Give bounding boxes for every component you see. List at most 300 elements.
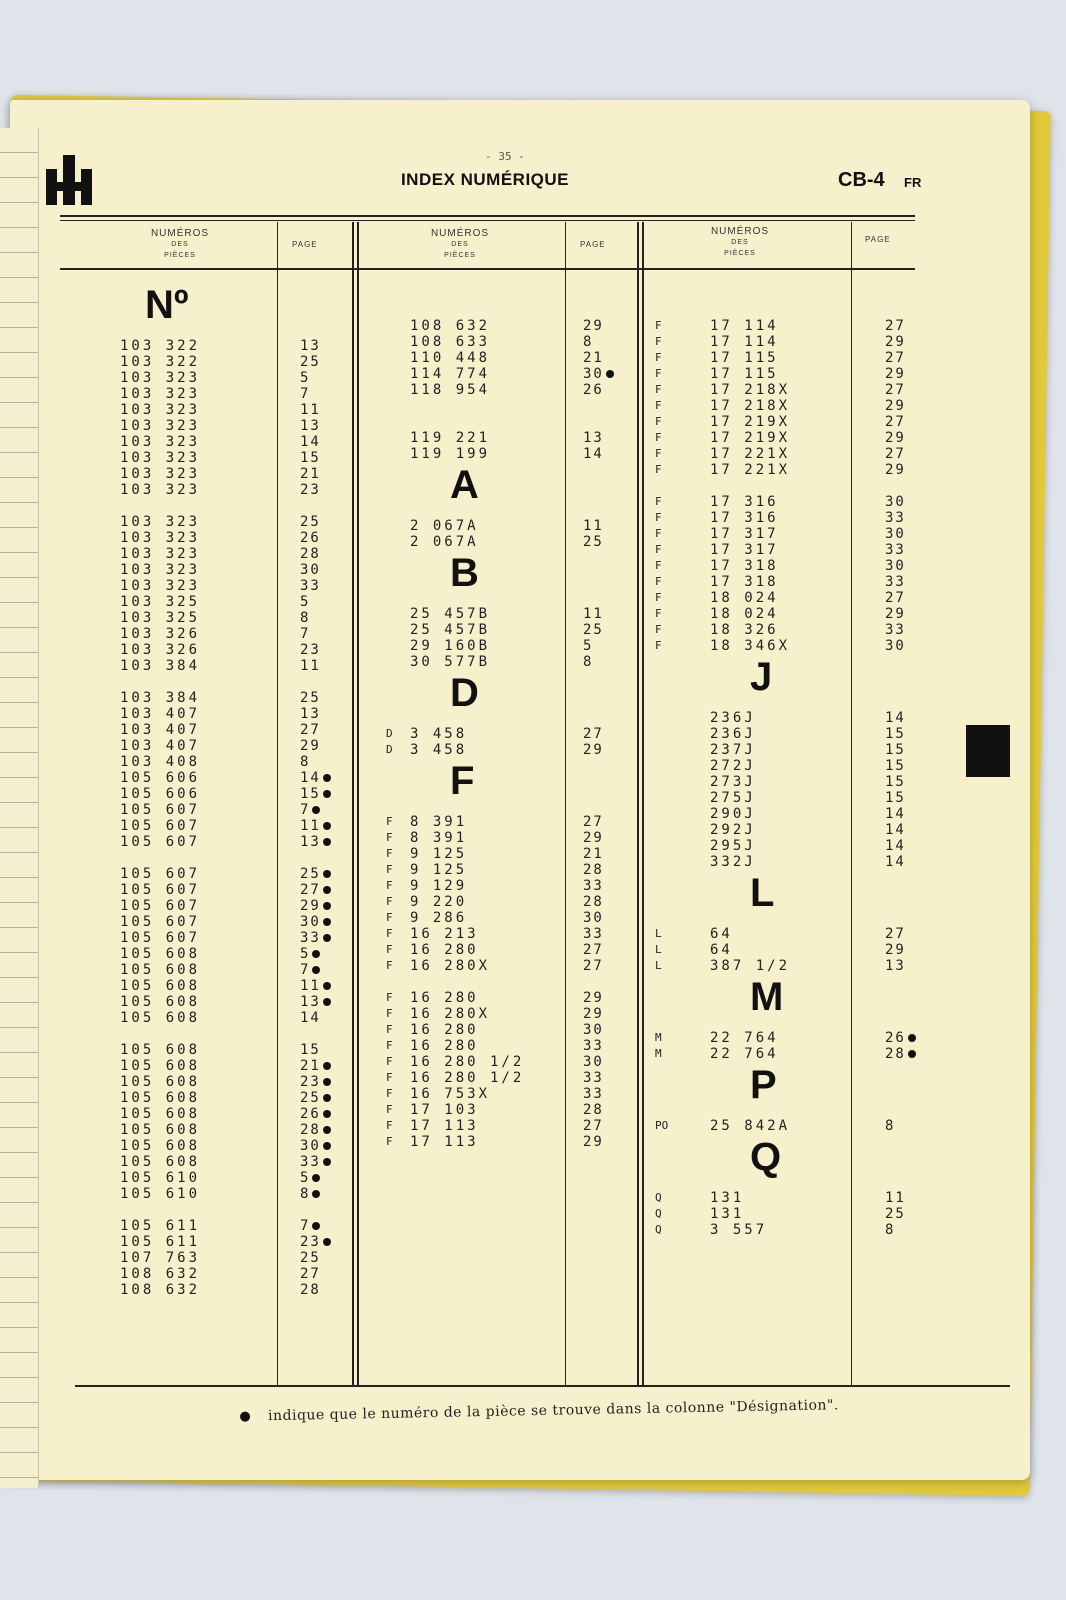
page-reference [885,1222,895,1238]
part-number: 16 280 [410,1022,479,1038]
part-number: 105 608 [120,1106,201,1122]
index-row [655,1046,915,1062]
index-row [655,838,915,854]
index-row [120,754,360,770]
part-number: 103 323 [120,546,201,562]
part-prefix: F [386,815,393,828]
row-spacer [120,498,360,514]
page-number-value: 29 [583,990,604,1006]
page-reference [583,654,593,670]
page-reference [583,534,604,550]
index-row [120,466,360,482]
page-reference [583,334,593,350]
part-prefix: F [386,1135,393,1148]
index-row [378,446,628,462]
part-number: 105 611 [120,1218,201,1234]
part-prefix: D [386,743,393,756]
part-number: 103 323 [120,578,201,594]
page-number-value: 28 [583,1102,604,1118]
page-number-value: 25 [300,690,321,706]
page-number-value: 27 [885,414,906,430]
page-number-value: 7 [300,802,311,818]
page-reference [885,1046,916,1062]
page-reference [583,366,614,382]
index-row [655,854,915,870]
page-reference [300,866,331,882]
designation-dot-icon [323,902,331,910]
designation-dot-icon [323,822,331,830]
part-number: 17 115 [710,350,779,366]
index-row [120,866,360,882]
header-rule-bottom [60,268,915,270]
part-number: 17 113 [410,1134,479,1150]
index-row [120,818,360,834]
page-number-value: 11 [583,606,604,622]
page-number-value: 29 [885,462,906,478]
part-number: 103 384 [120,658,201,674]
page-number-value: 14 [885,710,906,726]
part-number: 9 125 [410,846,468,862]
page-number-value: 14 [300,434,321,450]
part-number: 3 458 [410,742,468,758]
page-number-value: 27 [885,318,906,334]
index-row [120,882,360,898]
page-number-value: 25 [300,1250,321,1266]
part-prefix: F [655,351,662,364]
designation-dot-icon [323,1238,331,1246]
index-row [120,898,360,914]
index-row [120,962,360,978]
part-number: 17 114 [710,334,779,350]
page-number-value: 23 [300,642,321,658]
index-row [120,434,360,450]
part-prefix: F [655,415,662,428]
page-number-value: 30 [300,562,321,578]
page-reference [300,482,321,498]
part-number: 16 280 [410,942,479,958]
page-reference [583,942,604,958]
part-number: 64 [710,926,733,942]
index-row [655,590,915,606]
header-line-pieces: PIÈCES [724,250,756,257]
part-number: 108 633 [410,334,491,350]
index-row [655,958,915,974]
index-row [120,802,360,818]
row-spacer [378,398,628,414]
page-reference [885,926,906,942]
page-number-value: 28 [300,1282,321,1298]
index-row [655,1030,915,1046]
section-letter: M [750,975,784,1019]
index-row [120,1234,360,1250]
part-number: 105 608 [120,1074,201,1090]
index-row [120,1106,360,1122]
page-number-value: 33 [583,1086,604,1102]
page-number-value: 33 [300,578,321,594]
section-letter: D [450,671,479,715]
page-reference [300,1042,321,1058]
page-number-value: 8 [583,654,594,670]
part-number: 103 323 [120,402,201,418]
page-number-value: 25 [583,534,604,550]
page-number-value: 33 [583,1038,604,1054]
index-row [378,534,628,550]
page-reference [300,1250,321,1266]
index-row [120,1250,360,1266]
part-number: 17 114 [710,318,779,334]
index-row [120,738,360,754]
part-number: 103 323 [120,482,201,498]
index-row [378,1070,628,1086]
part-prefix: F [655,543,662,556]
page-reference [300,1186,320,1202]
page-number-value: 26 [583,382,604,398]
index-row [378,1134,628,1150]
part-prefix: F [655,559,662,572]
page-reference [583,350,604,366]
part-number: 103 323 [120,386,201,402]
page-number-value: 27 [583,958,604,974]
part-number: 17 221X [710,462,791,478]
index-row [120,642,360,658]
part-number: 22 764 [710,1030,779,1046]
page-number-value: 11 [300,978,321,994]
part-number: 272J [710,758,756,774]
table-bottom-rule [75,1385,1010,1387]
page-reference [300,1074,331,1090]
header-line-des: DES [171,241,189,248]
part-number: 3 557 [710,1222,768,1238]
page-reference [300,1154,331,1170]
part-number: 103 326 [120,626,201,642]
index-row [120,1058,360,1074]
page-number-value: 28 [885,1046,906,1062]
page-number-value: 26 [885,1030,906,1046]
part-number: 103 323 [120,418,201,434]
part-prefix: F [386,959,393,972]
index-row [120,482,360,498]
page-reference [300,994,331,1010]
page-number-value: 5 [300,370,311,386]
part-number: 17 218X [710,382,791,398]
part-number: 105 608 [120,1058,201,1074]
part-prefix: F [386,991,393,1004]
part-prefix: Q [655,1191,662,1204]
index-row [120,386,360,402]
row-spacer [378,414,628,430]
page-reference [583,1054,604,1070]
page-reference [885,366,906,382]
part-prefix: F [655,639,662,652]
page-number-value: 27 [885,446,906,462]
page-reference [583,958,604,974]
page-reference [583,1134,604,1150]
page-reference [300,418,321,434]
page-reference [885,382,906,398]
header-rule-top [60,215,915,217]
part-prefix: F [655,335,662,348]
index-row [378,910,628,926]
index-row [655,742,915,758]
page-reference [300,514,321,530]
index-row [378,366,628,382]
designation-dot-icon [323,1110,331,1118]
section-letter: F [450,759,475,803]
page-number-value: 30 [300,914,321,930]
part-number: 103 407 [120,722,201,738]
page-reference [583,846,604,862]
index-row [378,382,628,398]
page-reference [300,434,321,450]
page-number-value: 30 [583,1022,604,1038]
page-reference [300,1138,331,1154]
page-reference [583,830,604,846]
page-reference [300,546,321,562]
section-letter: A [450,463,479,507]
page-reference [300,562,321,578]
page-reference [300,786,331,802]
page-reference [583,878,604,894]
designation-dot-icon [323,1078,331,1086]
row-spacer [120,1202,360,1218]
page-reference [300,690,321,706]
part-prefix: F [655,527,662,540]
part-number: 103 323 [120,370,201,386]
page-reference [885,462,906,478]
part-prefix: F [386,1103,393,1116]
page-reference [583,1086,604,1102]
row-spacer [378,974,628,990]
index-row [120,1090,360,1106]
page-reference [885,494,906,510]
page-number-value: 14 [885,854,906,870]
index-row [120,946,360,962]
index-row [120,610,360,626]
part-prefix: D [386,727,393,740]
page-number-value: 8 [300,610,311,626]
index-row [378,518,628,534]
part-number: 105 607 [120,834,201,850]
page-reference [583,606,604,622]
page-reference [300,914,331,930]
page-reference [885,790,906,806]
part-prefix: F [655,319,662,332]
index-row [120,402,360,418]
page-reference [885,726,906,742]
part-number: 17 115 [710,366,779,382]
page-number-value: 11 [300,658,321,674]
part-number: 103 325 [120,594,201,610]
column-divider-2 [637,222,639,1387]
page-column-header: PAGE [292,240,318,249]
part-number: 30 577B [410,654,491,670]
page-number-value: 25 [300,1090,321,1106]
page-number-value: 7 [300,626,311,642]
index-row [120,706,360,722]
page-number-value: 33 [583,926,604,942]
part-number: 16 280 [410,990,479,1006]
part-number: 29 160B [410,638,491,654]
part-number: 8 391 [410,830,468,846]
index-row [378,726,628,742]
index-row [120,450,360,466]
designation-dot-icon [606,370,614,378]
part-number: 387 1/2 [710,958,791,974]
index-row [655,726,915,742]
part-number: 105 608 [120,962,201,978]
index-row [378,894,628,910]
part-number: 16 280X [410,958,491,974]
index-row [655,1222,915,1238]
section-letter: B [450,551,479,595]
page-reference [885,318,906,334]
part-prefix: F [386,1071,393,1084]
section-letter: Q [750,1135,782,1179]
page-number-value: 5 [300,594,311,610]
index-row [120,770,360,786]
part-number: 105 607 [120,914,201,930]
header-line-des: DES [451,241,469,248]
part-number: 25 457B [410,606,491,622]
page-number-value: 5 [300,946,311,962]
index-row [120,994,360,1010]
page-number-value: 8 [885,1222,896,1238]
page-reference [300,466,321,482]
part-number: 25 457B [410,622,491,638]
page-number-value: 23 [300,1074,321,1090]
page-number-value: 30 [885,526,906,542]
index-row [655,1206,915,1222]
page-number-value: 8 [300,1186,311,1202]
row-spacer [120,674,360,690]
part-prefix: L [655,927,662,940]
page-reference [885,446,906,462]
page-reference [885,1206,906,1222]
page-reference [583,318,604,334]
part-number: 114 774 [410,366,491,382]
page-number-value: 13 [583,430,604,446]
index-row [378,990,628,1006]
page-reference [583,1022,604,1038]
index-row [655,526,915,542]
part-number: 17 219X [710,414,791,430]
part-number: 108 632 [410,318,491,334]
part-number: 18 346X [710,638,791,654]
page-number-value: 30 [583,366,604,382]
index-row [378,430,628,446]
part-number: 108 632 [120,1282,201,1298]
page-reference [300,706,321,722]
part-number: 103 326 [120,642,201,658]
part-number: 17 103 [410,1102,479,1118]
index-row [378,654,628,670]
index-row [655,494,915,510]
page-number-value: 29 [885,366,906,382]
page-number-value: 27 [583,1118,604,1134]
index-column-2 [378,318,628,1150]
index-row [120,722,360,738]
header-line-numeros: NUMÉROS [430,228,490,239]
page-number-value: 13 [300,418,321,434]
page-number-value: 25 [300,866,321,882]
page-reference [300,722,321,738]
page-number-value: 15 [300,786,321,802]
page-reference [583,926,604,942]
page-number-value: 8 [885,1118,896,1134]
part-number: 105 610 [120,1186,201,1202]
page-number-value: 27 [885,382,906,398]
index-row [655,510,915,526]
index-row [655,606,915,622]
part-number: 18 024 [710,606,779,622]
page-reference [300,1282,321,1298]
part-number: 105 608 [120,994,201,1010]
page-number-value: 15 [885,742,906,758]
page-number-value: 28 [583,894,604,910]
page-reference [583,518,604,534]
part-number: 110 448 [410,350,491,366]
part-number: 17 113 [410,1118,479,1134]
page-reference [300,770,331,786]
page-number-value: 29 [885,398,906,414]
part-prefix: F [386,1119,393,1132]
part-prefix: F [655,591,662,604]
section-tab-marker [966,725,1010,777]
part-prefix: F [386,1087,393,1100]
page-number-value: 29 [885,606,906,622]
part-prefix: F [655,399,662,412]
index-row [378,846,628,862]
page-reference [300,354,321,370]
part-number: 105 608 [120,1090,201,1106]
part-number: 105 607 [120,802,201,818]
page-reference [885,558,906,574]
index-row [655,542,915,558]
index-row [655,758,915,774]
index-row [120,354,360,370]
part-number: 103 407 [120,738,201,754]
index-row [378,830,628,846]
page-reference [885,774,906,790]
page-number-value: 29 [583,830,604,846]
page-number-value: 23 [300,1234,321,1250]
page-reference [300,1122,331,1138]
index-row [120,690,360,706]
index-row [120,930,360,946]
page-number-value: 7 [300,962,311,978]
index-row [120,1170,360,1186]
page-number-value: 25 [583,622,604,638]
designation-dot-icon [323,774,331,782]
index-row [655,774,915,790]
page-number-value: 29 [300,898,321,914]
page-number-value: 11 [885,1190,906,1206]
designation-dot-icon [323,1158,331,1166]
page-reference [885,622,906,638]
page-reference [583,1070,604,1086]
page-number-value: 29 [583,1134,604,1150]
part-prefix: F [386,1055,393,1068]
page-reference [300,946,320,962]
part-number: 105 608 [120,1138,201,1154]
page-reference [885,758,906,774]
index-row [378,606,628,622]
part-number: 105 606 [120,786,201,802]
page-number-value: 33 [300,930,321,946]
part-number: 103 323 [120,434,201,450]
index-row [120,1138,360,1154]
index-row [378,958,628,974]
